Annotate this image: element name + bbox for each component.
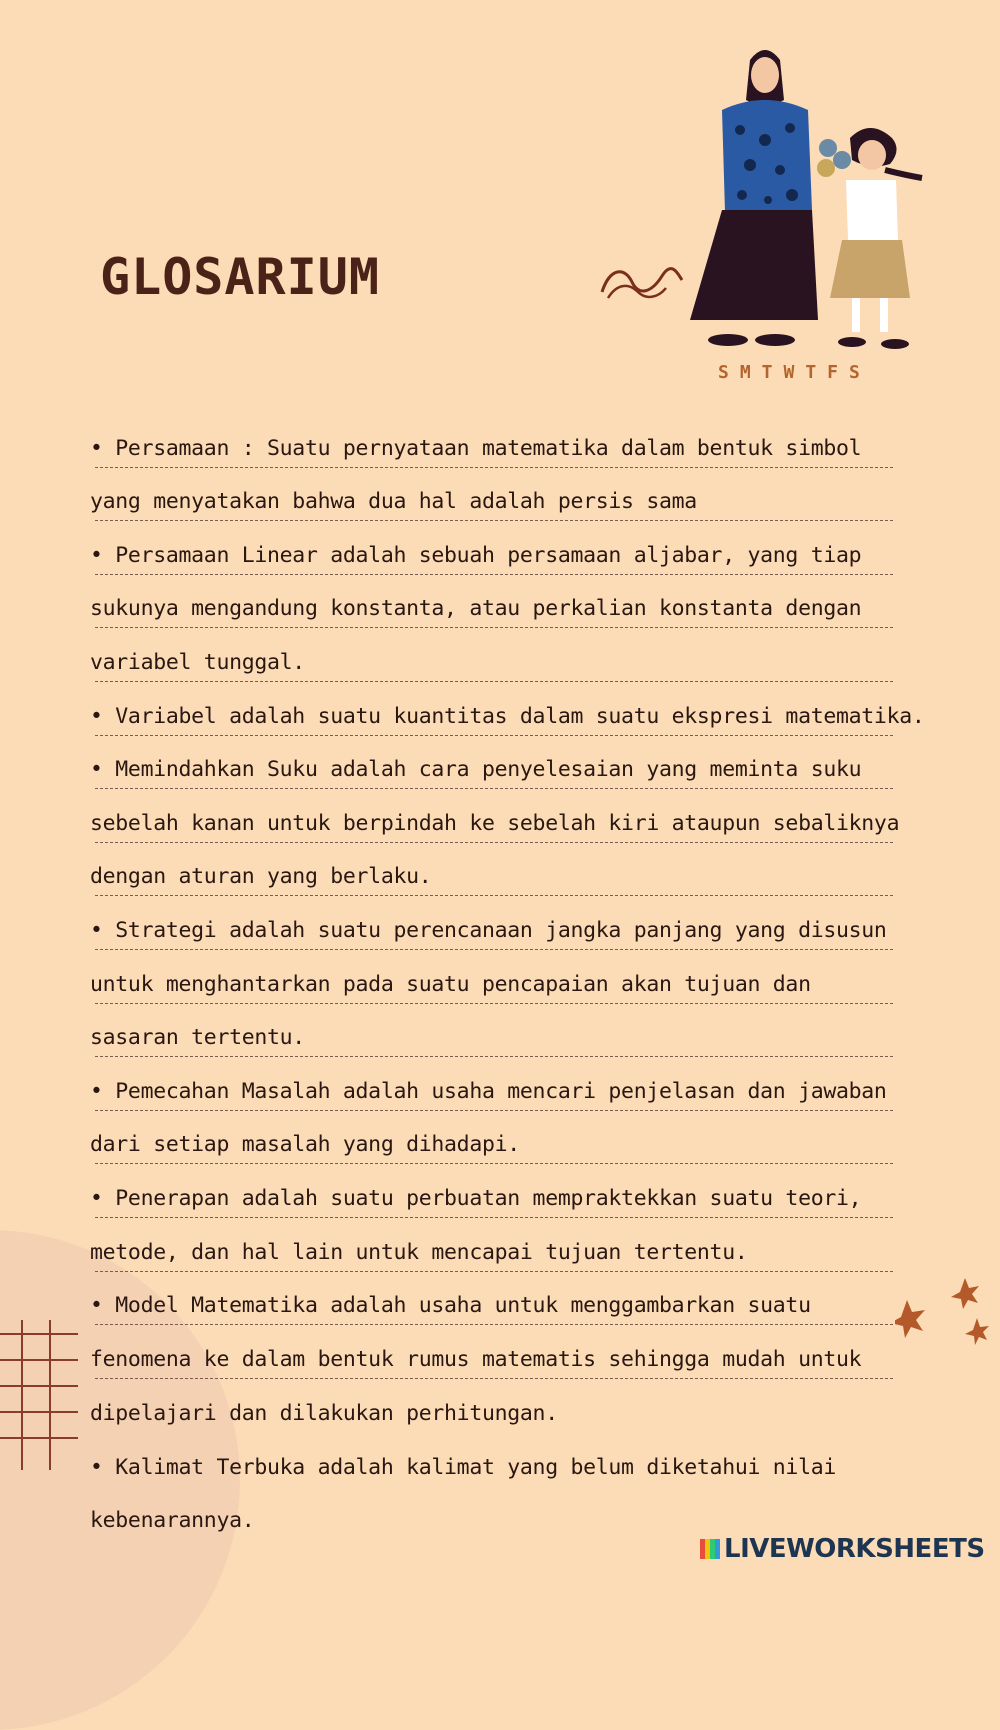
glossary-line: • Persamaan Linear adalah sebuah persamaan aljabar, yang tiap xyxy=(95,521,893,575)
glossary-line: • Kalimat Terbuka adalah kalimat yang belum diketahui nilai xyxy=(90,1454,837,1480)
glossary-line: kebenarannya. xyxy=(90,1508,255,1534)
liveworksheets-icon xyxy=(700,1539,720,1559)
glossary-line: dari setiap masalah yang dihadapi. xyxy=(95,1111,893,1165)
glossary-line: • Model Matematika adalah usaha untuk menggambarkan suatu xyxy=(95,1272,893,1326)
liveworksheets-label: LIVEWORKSHEETS xyxy=(724,1534,985,1564)
glossary-line: sasaran tertentu. xyxy=(95,1004,893,1058)
teacher-student-illustration xyxy=(680,40,930,360)
glossary-line: sukunya mengandung konstanta, atau perkalian konstanta dengan xyxy=(95,575,893,629)
grid-decoration xyxy=(0,1320,80,1470)
glossary-line: dengan aturan yang berlaku. xyxy=(95,843,893,897)
glossary-list xyxy=(90,414,925,1539)
liveworksheets-logo[interactable] xyxy=(700,1534,985,1564)
glossary-line: • Variabel adalah suatu kuantitas dalam suatu ekspresi matematika. xyxy=(95,682,893,736)
glossary-line: untuk menghantarkan pada suatu pencapaian akan tujuan dan xyxy=(95,950,893,1004)
star-decoration xyxy=(895,1278,995,1358)
glossary-line: variabel tunggal. xyxy=(95,628,893,682)
glossary-line: • Penerapan adalah suatu perbuatan mempraktekkan suatu teori, xyxy=(95,1164,893,1218)
glossary-line: • Pemecahan Masalah adalah usaha mencari penjelasan dan jawaban xyxy=(95,1057,893,1111)
glossary-line: fenomena ke dalam bentuk rumus matematis sehingga mudah untuk xyxy=(95,1325,893,1379)
glossary-line: • Strategi adalah suatu perencanaan jangka panjang yang disusun xyxy=(95,896,893,950)
squiggle-decoration xyxy=(600,262,685,302)
glossary-line: yang menyatakan bahwa dua hal adalah persis sama xyxy=(95,468,893,522)
page-title: GLOSARIUM xyxy=(100,248,380,306)
glossary-line: • Memindahkan Suku adalah cara penyelesaian yang meminta suku xyxy=(95,736,893,790)
glossary-line: dipelajari dan dilakukan perhitungan. xyxy=(90,1401,558,1427)
glossary-line: sebelah kanan untuk berpindah ke sebelah kiri ataupun sebaliknya xyxy=(95,789,893,843)
glossary-line: • Persamaan : Suatu pernyataan matematika dalam bentuk simbol xyxy=(95,414,893,468)
weekday-letters: SMTWTFS xyxy=(718,362,871,383)
glossary-line: metode, dan hal lain untuk mencapai tujuan tertentu. xyxy=(95,1218,893,1272)
